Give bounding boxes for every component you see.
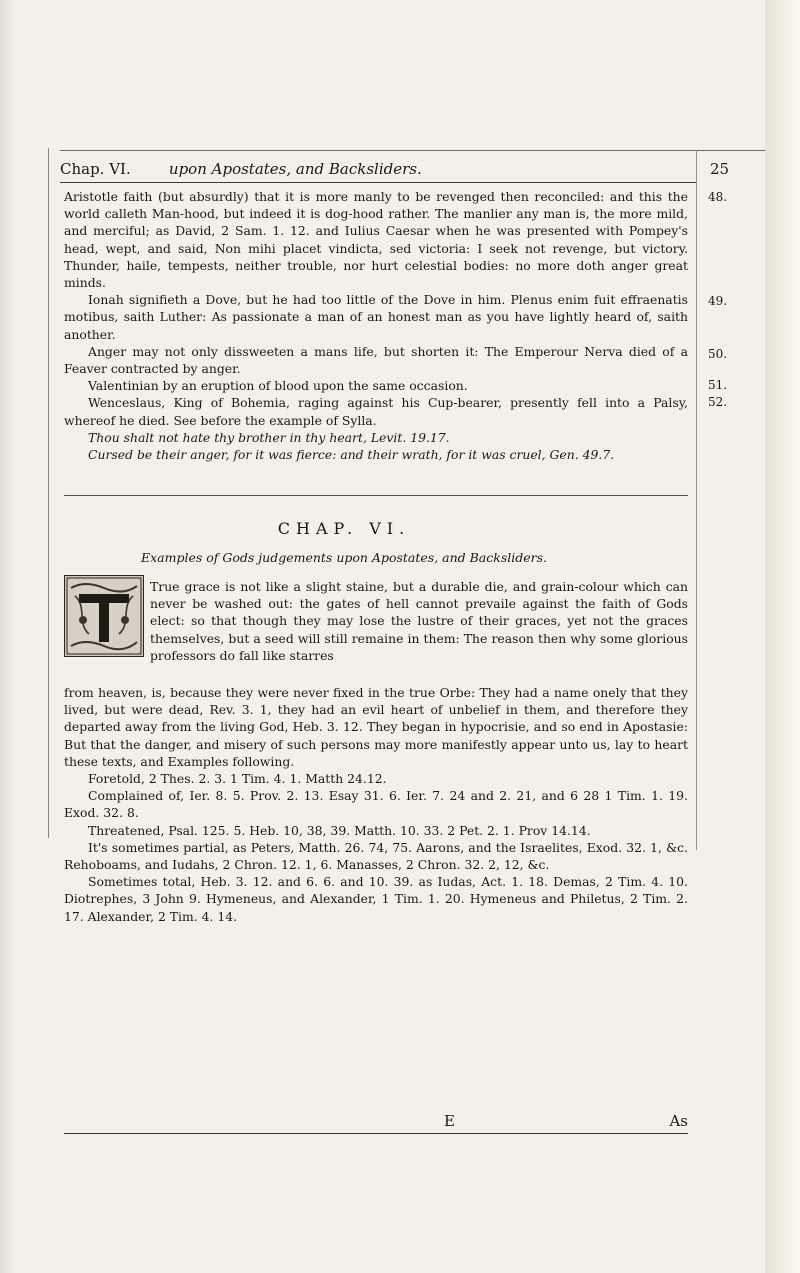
list-item: Foretold, 2 Thes. 2. 3. 1 Tim. 4. 1. Matth 24.12. [88, 771, 387, 787]
paragraph: from heaven, is, because they were never fixed in the true Orbe: They had a name onely that they lived, but were dead, Rev. 3. 1, they had an evil heart of unbelief in them, and therefore they departed away from the living God, Heb. 3. 12. They began in hypocrisie, and so end in Apostasie: But that the danger, and misery of such persons may more manifestly appear unto us, lay to heart these texts, and Examples following. [64, 685, 688, 769]
page-footer [64, 1112, 688, 1132]
paragraph: Ionah signifieth a Dove, but he had too little of the Dove in him. Plenus enim fuit effraenatis motibus, saith Luther: As passionate a man of an honest man as you have lightly heard of, saith another. [64, 292, 688, 342]
running-header [60, 160, 696, 182]
decorated-initial-t-icon [65, 576, 143, 656]
paragraph: Valentinian by an eruption of blood upon the same occasion. [88, 378, 468, 394]
chapter-label: Chap. VI. [60, 160, 131, 178]
header-rule [60, 182, 696, 183]
margin-number: 52. [708, 395, 728, 409]
opening-paragraph: True grace is not like a slight staine, but a durable die, and grain-colour which can never be washed out: the gates of hell cannot prevaile against the faith of Gods elect: so that though they may lose the lustre of their graces, yet not the graces themselves, but a seed will still remaine in them: The reason then why some glorious professors do fall like starres [150, 579, 688, 663]
margin-number: 49. [708, 294, 728, 308]
footer-rule [64, 1133, 688, 1134]
paragraph: Wenceslaus, King of Bohemia, raging against his Cup-bearer, presently fell into a Palsy, whereof he died. See before the example of Sylla. [64, 395, 688, 428]
upper-text [64, 188, 688, 463]
page-spine [765, 0, 800, 1273]
list-item: Sometimes total, Heb. 3. 12. and 6. 6. and 10. 39. as Iudas, Act. 1. 18. Demas, 2 Tim. 4. 10. Diotrephes, 3 John 9. Hymeneus, and Alexander, 1 Tim. 1. 20. Hymeneus and Philetus, 2 Tim. 2. 17. Alexander, 2 Tim. 4. 14. [64, 874, 688, 924]
page-number: 25 [710, 160, 730, 178]
chapter-title: CHAP. VI. [277, 519, 411, 538]
decorated-initial-icon [64, 575, 144, 657]
lower-text [64, 684, 688, 925]
list-item: It's sometimes partial, as Peters, Matth. 26. 74, 75. Aarons, and the Israelites, Exod. 32. 1, &c. Rehoboams, and Iudahs, 2 Chron. 12. 1, 6. Manasses, 2 Chron. 32. 2, 12, &c. [64, 839, 688, 873]
paragraph: Aristotle faith (but absurdly) that it is more manly to be revenged then reconciled: and this the world calleth Man-hood, but indeed it is dog-hood rather. The manlier any man is, the more mild, and merciful; as David, 2 Sam. 1. 12. and Iulius Caesar when he was presented with Pompey's head, wept, and said, Non mihi placet vindicta, sed victoria: I seek not revenge, but victory. Thunder, haile, tempests, neither trouble, nor hurt celestial bodies: no more doth anger great minds. [64, 189, 688, 291]
list-item: Complained of, Ier. 8. 5. Prov. 2. 13. Esay 31. 6. Ier. 7. 24 and 2. 21, and 6 28 1 Tim. 1. 19. Exod. 32. 8. [64, 788, 688, 821]
frame-top-line [60, 150, 780, 151]
chapter-subtitle: Examples of Gods judgements upon Apostates, and Backsliders. [140, 550, 548, 565]
margin-divider [696, 150, 697, 850]
chapter-rule [64, 495, 688, 496]
margin-number: 50. [708, 347, 728, 361]
paragraph: Cursed be their anger, for it was fierce: and their wrath, for it was cruel, Gen. 49.7. [88, 447, 615, 463]
margin-number: 48. [708, 190, 728, 204]
paragraph: Thou shalt not hate thy brother in thy heart, Levit. 19.17. [88, 429, 450, 445]
margin-number: 51. [708, 378, 728, 392]
catchword: As [669, 1112, 688, 1130]
running-title: upon Apostates, and Backsliders. [168, 160, 422, 178]
list-item: Threatened, Psal. 125. 5. Heb. 10, 38, 39. Matth. 10. 33. 2 Pet. 2. 1. Prov 14.14. [88, 822, 591, 838]
chapter-opening-text [150, 578, 688, 664]
page-shadow [0, 0, 16, 1273]
frame-left-line [48, 148, 49, 838]
signature-mark: E [444, 1112, 455, 1130]
paragraph: Anger may not only dissweeten a mans life, but shorten it: The Emperour Nerva died of a Feaver contracted by anger. [64, 343, 688, 377]
